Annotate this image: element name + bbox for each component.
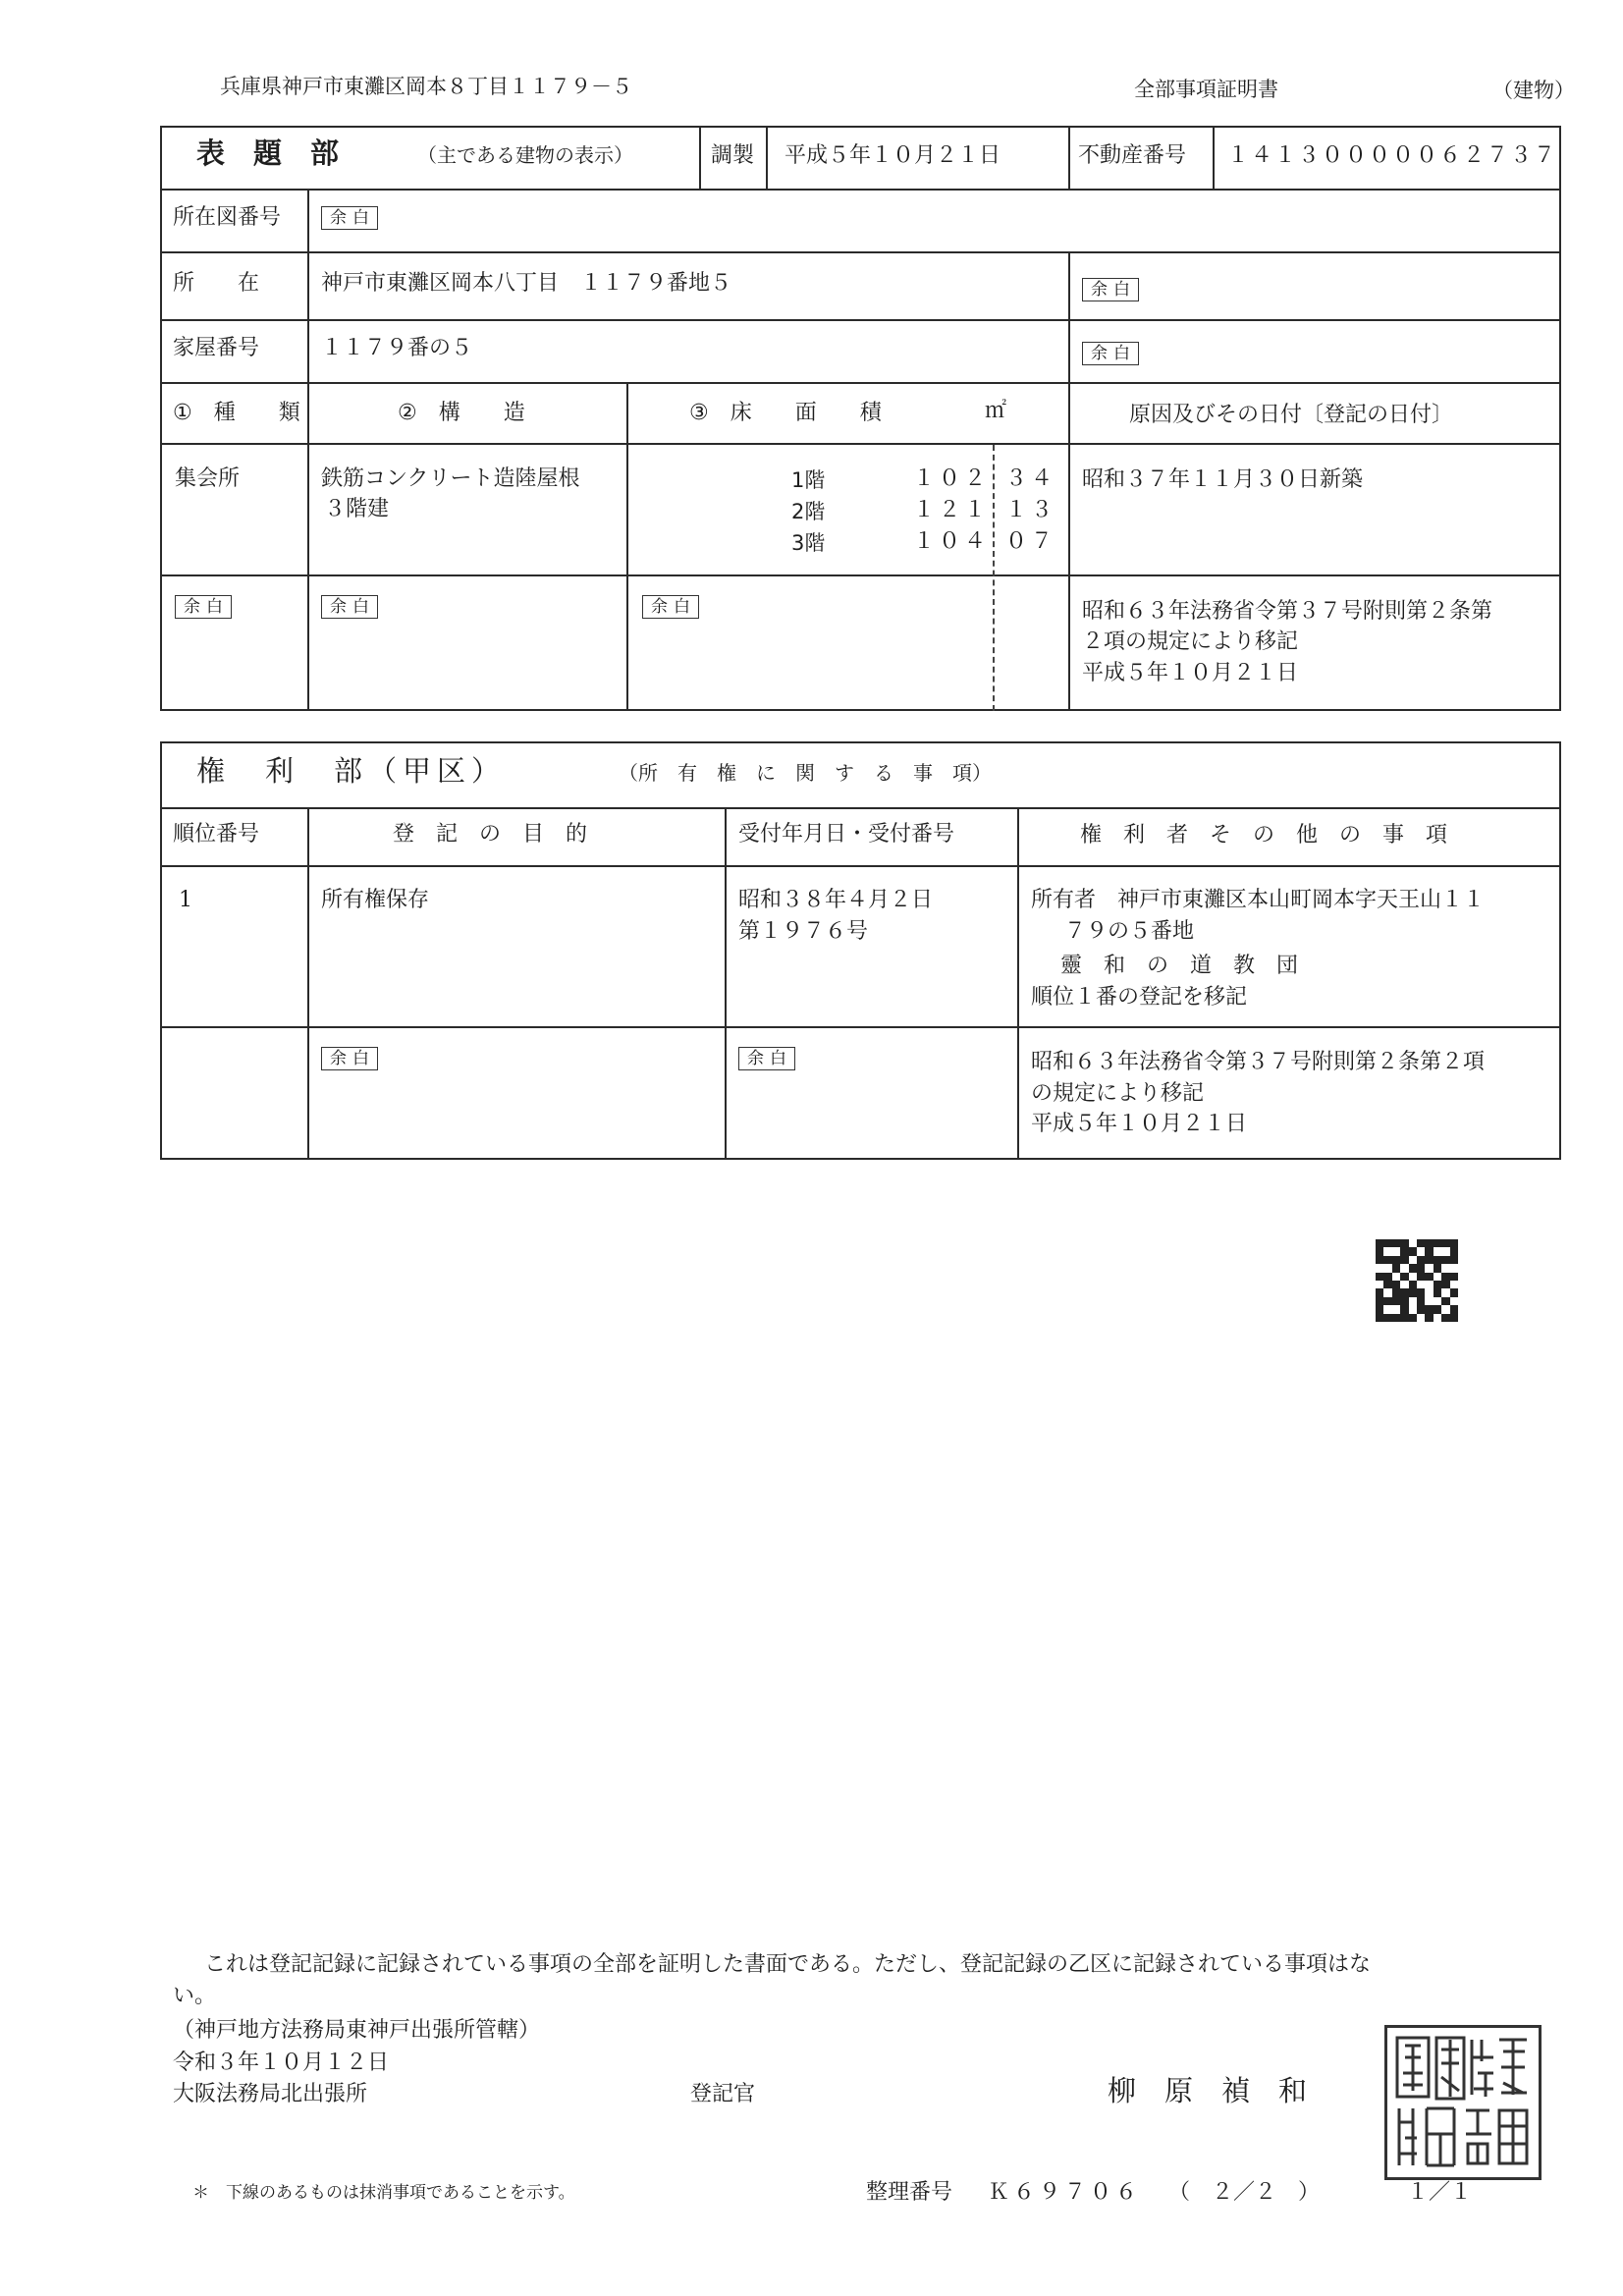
yohaku-stamp: 余白 <box>321 595 378 619</box>
shozai-value: 神戸市東灘区岡本八丁目 １１７９番地５ <box>321 271 732 296</box>
row1-kenri-line4: 順位１番の登記を移記 <box>1031 985 1248 1010</box>
col-uketsuke: 受付年月日・受付番号 <box>738 822 955 847</box>
genin-iki-line2: ２項の規定により移記 <box>1082 629 1299 654</box>
row2-kenri-line2: の規定により移記 <box>1031 1081 1205 1106</box>
floor-label: 2階 <box>791 500 826 523</box>
floor-area-dec: ３４ <box>1005 466 1057 491</box>
row1-kenri-line1: 所有者 神戸市東灘区本山町岡本字天王山１１ <box>1031 888 1486 912</box>
yohaku-stamp: 余白 <box>321 1047 378 1070</box>
yohaku-stamp: 余白 <box>738 1047 795 1070</box>
registrar-title: 登記官 <box>690 2082 756 2106</box>
kenri-title: 権 利 部（甲区） <box>196 754 507 788</box>
shozaizu-label: 所在図番号 <box>173 205 282 230</box>
floor-area-dec: ０７ <box>1005 529 1057 554</box>
kozo-line2: ３階建 <box>324 497 390 521</box>
kaoku-value: １１７９番の５ <box>321 336 473 360</box>
yohaku-stamp: 余白 <box>1082 342 1139 365</box>
floor-label: 1階 <box>791 468 826 492</box>
kaoku-label: 家屋番号 <box>173 336 260 360</box>
col-kozo: ② 構 造 <box>398 401 525 425</box>
yohaku-stamp: 余白 <box>321 206 378 230</box>
col-kenrisha: 権 利 者 そ の 他 の 事 項 <box>1080 823 1448 847</box>
seiri-label: 整理番号 <box>866 2180 953 2205</box>
yohaku-stamp: 余白 <box>642 595 699 619</box>
document-title: 全部事項証明書 <box>1134 78 1278 101</box>
col-yuka-unit: ㎡ <box>985 399 1007 423</box>
page-number: １／１ <box>1407 2180 1473 2205</box>
row1-juni: 1 <box>179 888 192 912</box>
kozo-line1: 鉄筋コンクリート造陸屋根 <box>321 466 580 491</box>
fudosan-number: １４１３０００００６２７３７ <box>1227 143 1558 168</box>
registrar-name: 柳 原 禎 和 <box>1108 2074 1308 2107</box>
row1-mokuteki: 所有権保存 <box>321 888 430 912</box>
yohaku-stamp: 余白 <box>1082 278 1139 301</box>
col-genin: 原因及びその日付〔登記の日付〕 <box>1129 403 1454 427</box>
issuing-office: 大阪法務局北出張所 <box>173 2082 368 2106</box>
qr-code <box>1376 1239 1458 1322</box>
yohaku-stamp: 余白 <box>175 595 232 619</box>
fudosan-number-label: 不動産番号 <box>1078 143 1187 168</box>
certification-line1: これは登記記録に記録されている事項の全部を証明した書面である。ただし、登記記録の乙区に記録されている事項はな <box>204 1952 1372 1977</box>
hyodai-subtitle: （主である建物の表示） <box>417 143 633 167</box>
jurisdiction: （神戸地方法務局東神戸出張所管轄） <box>173 2018 541 2043</box>
erasure-note: ＊ 下線のあるものは抹消事項であることを示す。 <box>192 2183 575 2203</box>
registrar-seal <box>1384 2025 1542 2180</box>
row2-kenri-line1: 昭和６３年法務省令第３７号附則第２条第２項 <box>1031 1050 1486 1074</box>
chosei-date: 平成５年１０月２１日 <box>784 143 1001 168</box>
chosei-label: 調製 <box>711 143 755 168</box>
shurui-value: 集会所 <box>175 466 241 491</box>
kenri-subtitle: （所 有 権 に 関 す る 事 項） <box>619 761 992 785</box>
col-mokuteki: 登 記 の 目 的 <box>393 822 588 847</box>
hyodai-title: 表 題 部 <box>196 137 340 170</box>
issue-date: 令和３年１０月１２日 <box>173 2050 390 2075</box>
sheet-number: （ ２／２ ） <box>1168 2180 1321 2205</box>
document-type: （建物） <box>1492 79 1575 102</box>
col-yuka: ③ 床 面 積 <box>689 401 882 425</box>
genin-shinchiku: 昭和３７年１１月３０日新築 <box>1082 467 1364 492</box>
certification-line2: い。 <box>173 1984 217 2008</box>
col-shurui: ① 種 類 <box>173 401 300 425</box>
genin-iki-line1: 昭和６３年法務省令第３７号附則第２条第 <box>1082 599 1493 624</box>
floor-area-int: １２１ <box>913 498 991 522</box>
seiri-number: Ｋ６９７０６ <box>988 2180 1142 2205</box>
col-juni: 順位番号 <box>173 822 260 847</box>
row1-owner-name: 靈 和 の 道 教 団 <box>1060 954 1299 978</box>
floor-label: 3階 <box>791 531 826 555</box>
row1-kenri-line2: ７９の５番地 <box>1064 919 1195 944</box>
shozai-label: 所 在 <box>173 271 260 296</box>
row2-kenri-line3: 平成５年１０月２１日 <box>1031 1112 1248 1136</box>
row1-uketsuke-number: 第１９７６号 <box>738 919 869 944</box>
floor-area-int: １０４ <box>913 529 991 554</box>
property-address-header: 兵庫県神戸市東灘区岡本８丁目１１７９－５ <box>220 75 632 98</box>
kenri-table-border <box>160 741 1561 1160</box>
floor-area-int: １０２ <box>913 466 991 491</box>
row1-uketsuke-date: 昭和３８年４月２日 <box>738 888 934 912</box>
genin-iki-line3: 平成５年１０月２１日 <box>1082 661 1299 685</box>
floor-area-dec: １３ <box>1005 498 1057 522</box>
